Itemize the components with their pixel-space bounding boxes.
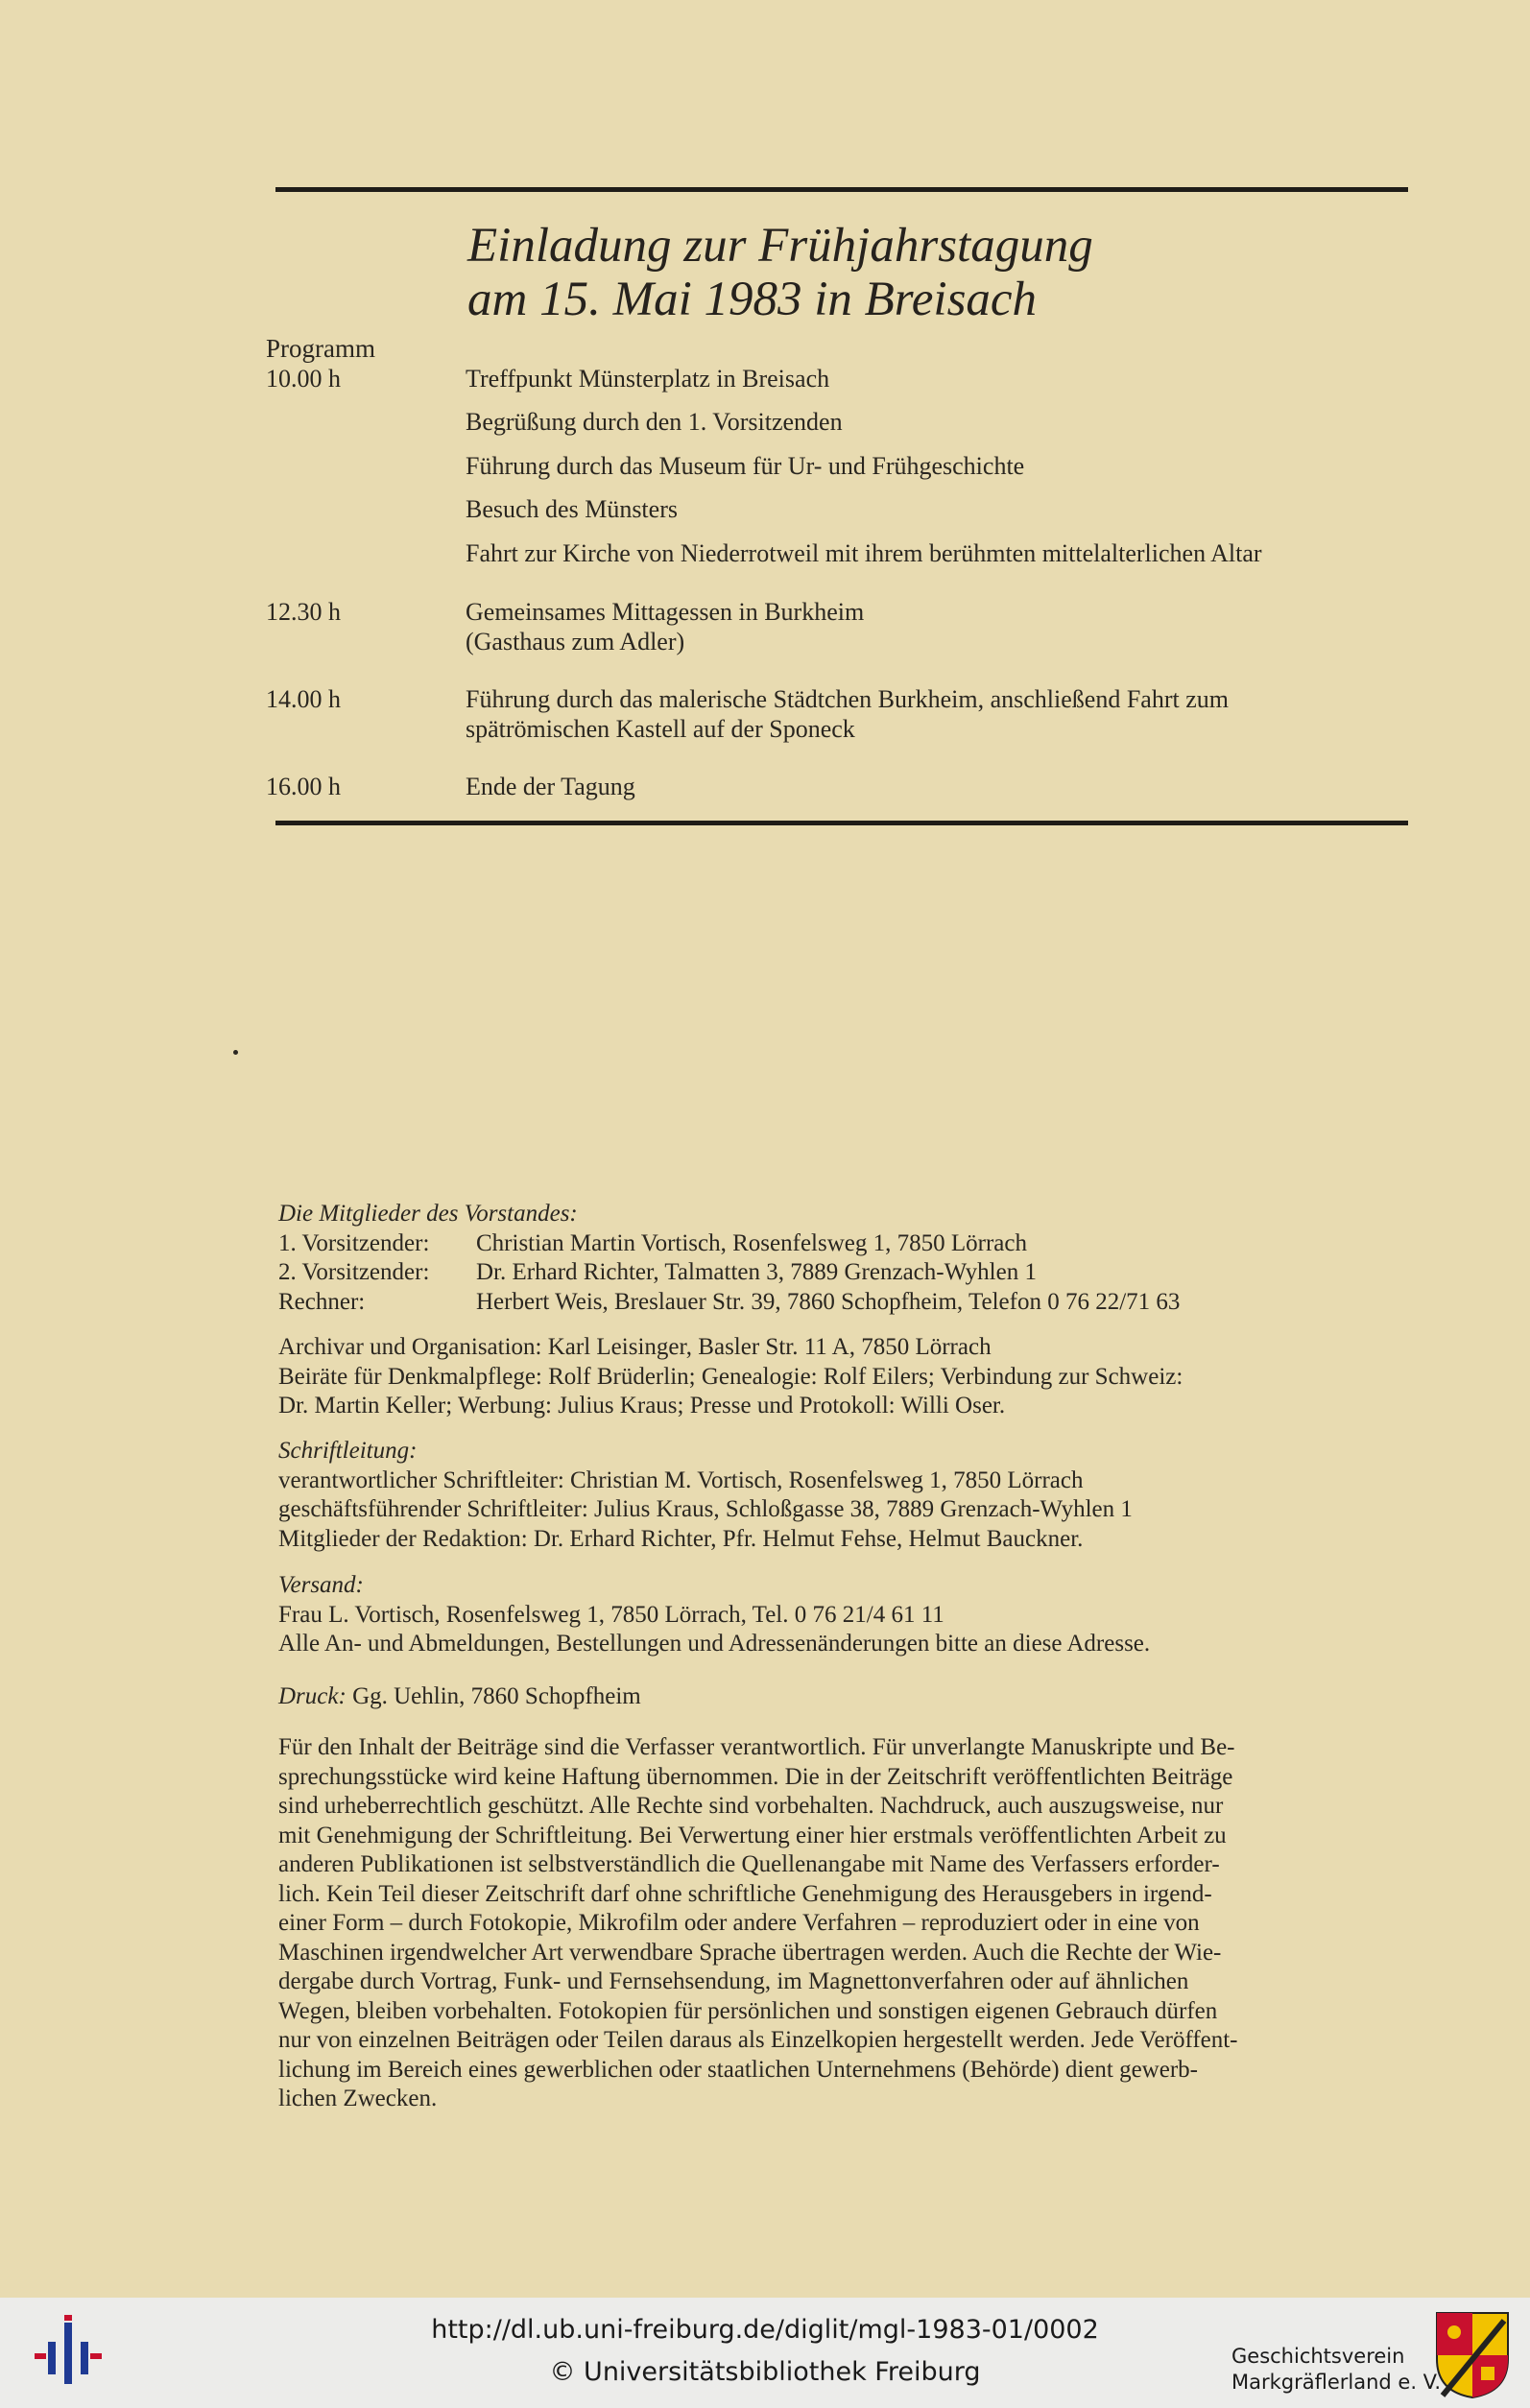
disclaimer-line: nur von einzelnen Beiträgen oder Teilen daraus als Einzelkopien hergestellt werden. Jede Veröffent- — [278, 2027, 1238, 2053]
disclaimer-line: Wegen, bleiben vorbehalten. Fotokopien für persönlichen und sonstigen eigenen Gebrauch dürfen — [278, 1997, 1218, 2024]
print-heading: Druck: — [278, 1683, 347, 1709]
program-item: spätrömischen Kastell auf der Sponeck — [466, 715, 855, 743]
program-item: Begrüßung durch den 1. Vorsitzenden — [466, 408, 843, 436]
disclaimer-line: sprechungsstücke wird keine Haftung übernommen. Die in der Zeitschrift veröffentlichten Beiträge — [278, 1763, 1233, 1790]
society-name — [1231, 2344, 1441, 2396]
program-item: Treffpunkt Münsterplatz in Breisach — [466, 365, 830, 393]
disclaimer-line: Für den Inhalt der Beiträge sind die Verfasser verantwortlich. Für unverlangte Manuskripte und Be- — [278, 1734, 1235, 1760]
board-section — [278, 1200, 1411, 1317]
program-time: 14.00 h — [266, 685, 341, 713]
disclaimer-line: einer Form – durch Fotokopie, Mikrofilm oder andere Verfahren – reproduziert oder in eine von — [278, 1910, 1200, 1936]
disclaimer-paragraph — [278, 1733, 1411, 2114]
disclaimer-line: lichen Zwecken. — [278, 2086, 438, 2111]
program-items — [466, 772, 1416, 801]
board-person: Dr. Erhard Richter, Talmatten 3, 7889 Grenzach-Wyhlen 1 — [476, 1259, 1037, 1285]
disclaimer-line: lichung im Bereich eines gewerblichen oder staatlichen Unternehmens (Behörde) dient gewerb- — [278, 2056, 1198, 2083]
board-row — [278, 1258, 1411, 1288]
viewer-footer — [0, 2298, 1530, 2408]
society-name-line: Markgräflerland e. V. — [1231, 2371, 1442, 2394]
program-item: Gemeinsames Mittagessen in Burkheim — [466, 598, 865, 626]
disclaimer-line: dergabe durch Vortrag, Funk- und Fernsehsendung, im Magnettonverfahren oder auf ähnlichen — [278, 1968, 1189, 1994]
program-items — [466, 684, 1416, 744]
program-item: (Gasthaus zum Adler) — [466, 628, 685, 656]
program-item: Führung durch das malerische Städtchen Burkheim, anschließend Fahrt zum — [466, 685, 1229, 713]
advisors-section — [278, 1333, 1411, 1421]
page-title — [467, 219, 1427, 326]
print-section — [278, 1682, 1411, 1712]
editorial-line: verantwortlicher Schriftleiter: Christian M. Vortisch, Rosenfelsweg 1, 7850 Lörrach — [278, 1466, 1084, 1493]
title-line: am 15. Mai 1983 in Breisach — [467, 273, 1038, 326]
board-row — [278, 1229, 1411, 1259]
board-row — [278, 1288, 1411, 1318]
program-items — [466, 597, 1416, 656]
shipping-line: Alle An- und Abmeldungen, Bestellungen und Adressenänderungen bitte an diese Adresse. — [278, 1631, 1151, 1657]
editorial-heading: Schriftleitung: — [278, 1438, 418, 1464]
editorial-section — [278, 1437, 1411, 1554]
advisors-line: Archivar und Organisation: Karl Leisinger, Basler Str. 11 A, 7850 Lörrach — [278, 1334, 992, 1360]
shipping-heading: Versand: — [278, 1572, 364, 1598]
disclaimer-line: lich. Kein Teil dieser Zeitschrift darf ohne schriftliche Genehmigung des Herausgebers in irgend- — [278, 1880, 1212, 1907]
coat-of-arms-icon — [1435, 2311, 1510, 2399]
board-person: Christian Martin Vortisch, Rosenfelsweg 1, 7850 Lörrach — [476, 1229, 1027, 1256]
board-role: 1. Vorsitzender: — [278, 1229, 430, 1256]
disclaimer-line: mit Genehmigung der Schriftleitung. Bei Verwertung einer hier erstmals veröffentlichten Arbeit zu — [278, 1822, 1227, 1848]
disclaimer-line: sind urheberrechtlich geschützt. Alle Rechte sind vorbehalten. Nachdruck, auch auszugsweise, nur — [278, 1793, 1224, 1819]
program-time: 12.30 h — [266, 598, 341, 626]
copyright-text: © Universitätsbibliothek Freiburg — [549, 2357, 981, 2387]
title-line: Einladung zur Frühjahrstagung — [467, 219, 1093, 273]
program-item: Besuch des Münsters — [466, 495, 678, 523]
program-item: Ende der Tagung — [466, 773, 635, 800]
top-rule — [275, 187, 1408, 192]
disclaimer-line: anderen Publikationen ist selbstverständlich die Quellenangabe mit Name des Verfassers erforder- — [278, 1851, 1220, 1877]
advisors-line: Dr. Martin Keller; Werbung: Julius Kraus; Presse und Protokoll: Willi Oser. — [278, 1393, 1006, 1419]
print-value: Gg. Uehlin, 7860 Schopfheim — [352, 1683, 641, 1709]
disclaimer-line: Maschinen irgendwelcher Art verwendbare Sprache übertragen werden. Auch die Rechte der Wie- — [278, 1939, 1222, 1966]
editorial-line: Mitglieder der Redaktion: Dr. Erhard Richter, Pfr. Helmut Fehse, Helmut Bauckner. — [278, 1525, 1084, 1552]
permalink-url[interactable]: http://dl.ub.uni-freiburg.de/diglit/mgl-1983-01/0002 — [431, 2315, 1099, 2345]
bottom-rule — [275, 821, 1408, 825]
shipping-line: Frau L. Vortisch, Rosenfelsweg 1, 7850 Lörrach, Tel. 0 76 21/4 61 11 — [278, 1601, 944, 1628]
society-name-line: Geschichtsverein — [1231, 2345, 1405, 2368]
editorial-line: geschäftsführender Schriftleiter: Julius Kraus, Schloßgasse 38, 7889 Grenzach-Wyhlen 1 — [278, 1496, 1133, 1522]
program-item: Fahrt zur Kirche von Niederrotweil mit ihrem berühmten mittelalterlichen Altar — [466, 539, 1262, 567]
program-items — [466, 364, 1416, 568]
advisors-line: Beiräte für Denkmalpflege: Rolf Brüderlin; Genealogie: Rolf Eilers; Verbindung zur Schweiz: — [278, 1363, 1183, 1390]
shipping-section — [278, 1571, 1411, 1659]
program-label: Programm — [266, 334, 375, 363]
board-person: Herbert Weis, Breslauer Str. 39, 7860 Schopfheim, Telefon 0 76 22/71 63 — [476, 1288, 1181, 1315]
program-item: Führung durch das Museum für Ur- und Frühgeschichte — [466, 452, 1025, 480]
program-time: 16.00 h — [266, 773, 341, 800]
board-heading: Die Mitglieder des Vorstandes: — [278, 1201, 578, 1227]
speck — [233, 1050, 238, 1055]
board-role: Rechner: — [278, 1288, 366, 1315]
program-time: 10.00 h — [266, 365, 341, 393]
board-role: 2. Vorsitzender: — [278, 1259, 430, 1285]
